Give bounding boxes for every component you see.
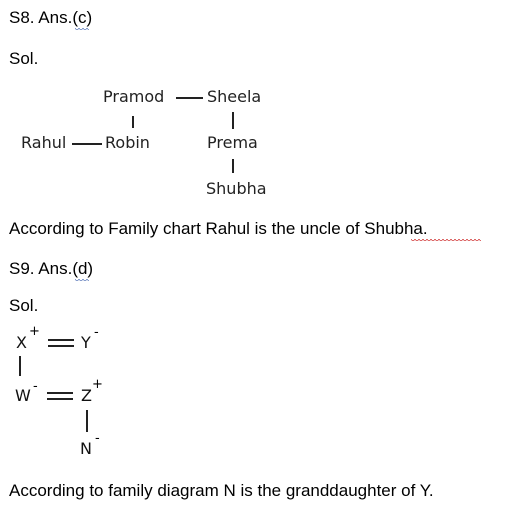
chart-node-prema: Prema [207, 133, 258, 152]
diagram-marriage-line-bottom-2 [47, 398, 73, 400]
s8-sol-label: Sol. [9, 49, 39, 68]
chart-sibling-line [72, 143, 102, 145]
chart-node-robin: Robin [105, 133, 150, 152]
chart-node-shubha: Shubha [206, 179, 267, 198]
chart-child-line-left [132, 116, 134, 128]
diagram-sign-x: + [29, 324, 40, 339]
chart-marriage-line [176, 97, 203, 99]
diagram-sign-z: + [92, 377, 103, 392]
diagram-child-line-z [86, 410, 88, 432]
s9-sol-label: Sol. [9, 296, 39, 315]
diagram-marriage-line-bottom-1 [47, 392, 73, 394]
s8-heading: S8. Ans.(c) [9, 8, 93, 27]
s8-conclusion: According to Family chart Rahul is the uncle of Shubha. [9, 219, 428, 238]
diagram-node-n: N [80, 439, 92, 458]
diagram-marriage-line-top-2 [48, 345, 74, 347]
diagram-marriage-line-top-1 [48, 339, 74, 341]
chart-child-line-right [232, 112, 234, 129]
chart-node-pramod: Pramod [103, 87, 165, 106]
diagram-node-y: Y [81, 333, 91, 352]
s9-conclusion: According to family diagram N is the granddaughter of Y. [9, 481, 434, 500]
chart-node-rahul: Rahul [21, 133, 67, 152]
chart-child-line-prema [232, 159, 234, 173]
s9-grammar-underline [75, 279, 89, 282]
s8-grammar-underline [75, 28, 89, 31]
diagram-sign-n: - [95, 431, 100, 446]
diagram-node-z: Z [81, 386, 92, 405]
s9-heading: S9. Ans.(d) [9, 259, 94, 278]
diagram-child-line-x [19, 356, 21, 376]
diagram-node-x: X [16, 333, 27, 352]
diagram-sign-w: - [33, 379, 38, 394]
diagram-sign-y: - [94, 325, 99, 340]
diagram-node-w: W [15, 386, 31, 405]
chart-node-sheela: Sheela [207, 87, 262, 106]
s8-spell-underline [411, 239, 481, 242]
